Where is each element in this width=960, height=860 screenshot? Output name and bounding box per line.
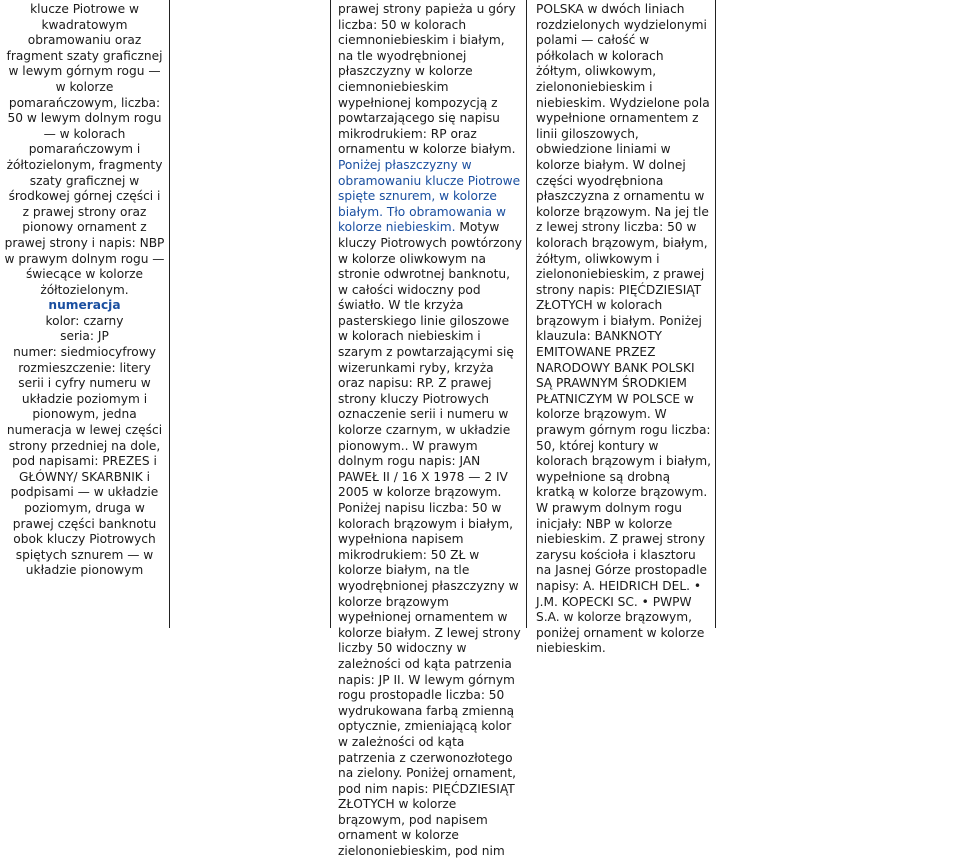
col3-text-b: Poniżej płaszczyzny w obramowaniu klucze Piotrowe spięte sznurem, w kolorze białym. Tło obramowania w kolorze niebieskim. — [338, 157, 521, 235]
col1-number: numer: siedmiocyfrowy — [13, 345, 156, 360]
col3-text-e: Poniżej napisu liczba: 50 w kolorach brązowym i białym, wypełniona napisem mikrodrukiem: 50 ZŁ w kolorze białym, na tle wyodrębnionej płaszczyzny w kolorze brązowym wypełnionej ornamentem w kolorze białym. Z lewej strony liczby 50 widoczny w zależności od kąta patrzenia napis: JP II. W lewym górnym rogu prostopadle liczba: 50 wydrukowana farbą zmienną optycznie, zmieniającą kolor w zależności od kąta patrzenia z czerwonozłotego na zielony. — [338, 501, 521, 781]
column-3 — [332, 0, 527, 859]
col1-paragraph-1: klucze Piotrowe w kwadratowym obramowaniu oraz fragment szaty graficznej w lewym górnym rogu — w kolorze pomarańczowym, liczba: 50 w lewym dolnym rogu — w kolorach pomarańczowym i żółtozielonym, fragmenty szaty graficznej w środkowej górnej części i z prawej strony oraz pionowy ornament z prawej strony i napis: NBP w prawym dolnym rogu — świecące w kolorze żółtozielonym. — [4, 2, 165, 297]
col3-text-a: prawej strony papieża u góry liczba: 50 w kolorach ciemnoniebieskim i białym, na tle wyodrębnionej płaszczyzny w kolorze ciemnoniebieskim wypełnionej kompozycją z powtarzającego się napisu mikrodrukiem: RP oraz ornamentu w kolorze białym. — [338, 2, 516, 157]
column-1 — [0, 0, 170, 628]
column-2-empty — [171, 0, 331, 628]
col3-text-f: Poniżej ornament, pod nim napis: PIĘĆDZIESIĄT ZŁOTYCH w kolorze brązowym, pod napisem ornament w kolorze zielononiebieskim, pod nim — [338, 766, 516, 859]
column-5-empty — [717, 0, 960, 628]
column-4 — [528, 0, 716, 656]
col1-color: kolor: czarny — [45, 313, 124, 328]
col3-text-d: W tle krzyża pasterskiego linie giloszowe w kolorach niebieskim i szarym z powtarzającymi się wizerunkami ryby, krzyża oraz napisu: RP. Z prawej strony kluczy Piotrowych oznaczenie serii i numeru w kolorze czarnym, w układzie pionowym.. W prawym dolnym rogu napis: JAN PAWEŁ II / 16 X 1978 — 2 IV 2005 w kolorze brązowym. — [338, 298, 514, 500]
col4-paragraph: POLSKA w dwóch liniach rozdzielonych wydzielonymi polami — całość w półkolach w kolorach żółtym, oliwkowym, zielononiebieskim i niebieskim. Wydzielone pola wypełnione ornamentem z linii giloszowych, obwiedzione liniami w kolorze białym. W dolnej części wyodrębniona płaszczyzna z ornamentu w kolorze brązowym. Na jej tle z lewej strony liczba: 50 w kolorach brązowym, białym, żółtym, oliwkowym i zielononiebieskim, z prawej strony napis: PIĘĆDZIESIĄT ZŁOTYCH w kolorach brązowym i białym. Poniżej klauzula: BANKNOTY EMITOWANE PRZEZ NARODOWY BANK POLSKI SĄ PRAWNYM ŚRODKIEM PŁATNICZYM W POLSCE w kolorze brązowym. W prawym górnym rogu liczba: 50, której kontury w kolorach brązowym i białym, wypełnione są drobną kratką w kolorze brązowym. W prawym dolnym rogu inicjały: NBP w kolorze niebieskim. Z prawej strony zarysu kościoła i klasztoru na Jasnej Górze prostopadle napisy: A. HEIDRICH DEL. • J.M. KOPECKI SC. • PWPW S.A. w kolorze brązowym, poniżej ornament w kolorze niebieskim. — [536, 2, 711, 656]
numeracja-header: numeracja — [48, 298, 121, 313]
col1-layout: rozmieszczenie: litery serii i cyfry numeru w układzie poziomym i pionowym, jedna numeracja w lewej części strony przedniej na dole, pod napisami: PREZES i GŁÓWNY/ SKARBNIK i podpisami — w układzie poziomym, druga w prawej części banknotu obok kluczy Piotrowych spiętych sznurem — w układzie pionowym — [6, 360, 163, 578]
col1-series: seria: JP — [60, 329, 109, 344]
col3-text-c: Motyw kluczy Piotrowych powtórzony w kolorze oliwkowym na stronie odwrotnej banknotu, w całości widoczny pod światło. — [338, 220, 522, 313]
